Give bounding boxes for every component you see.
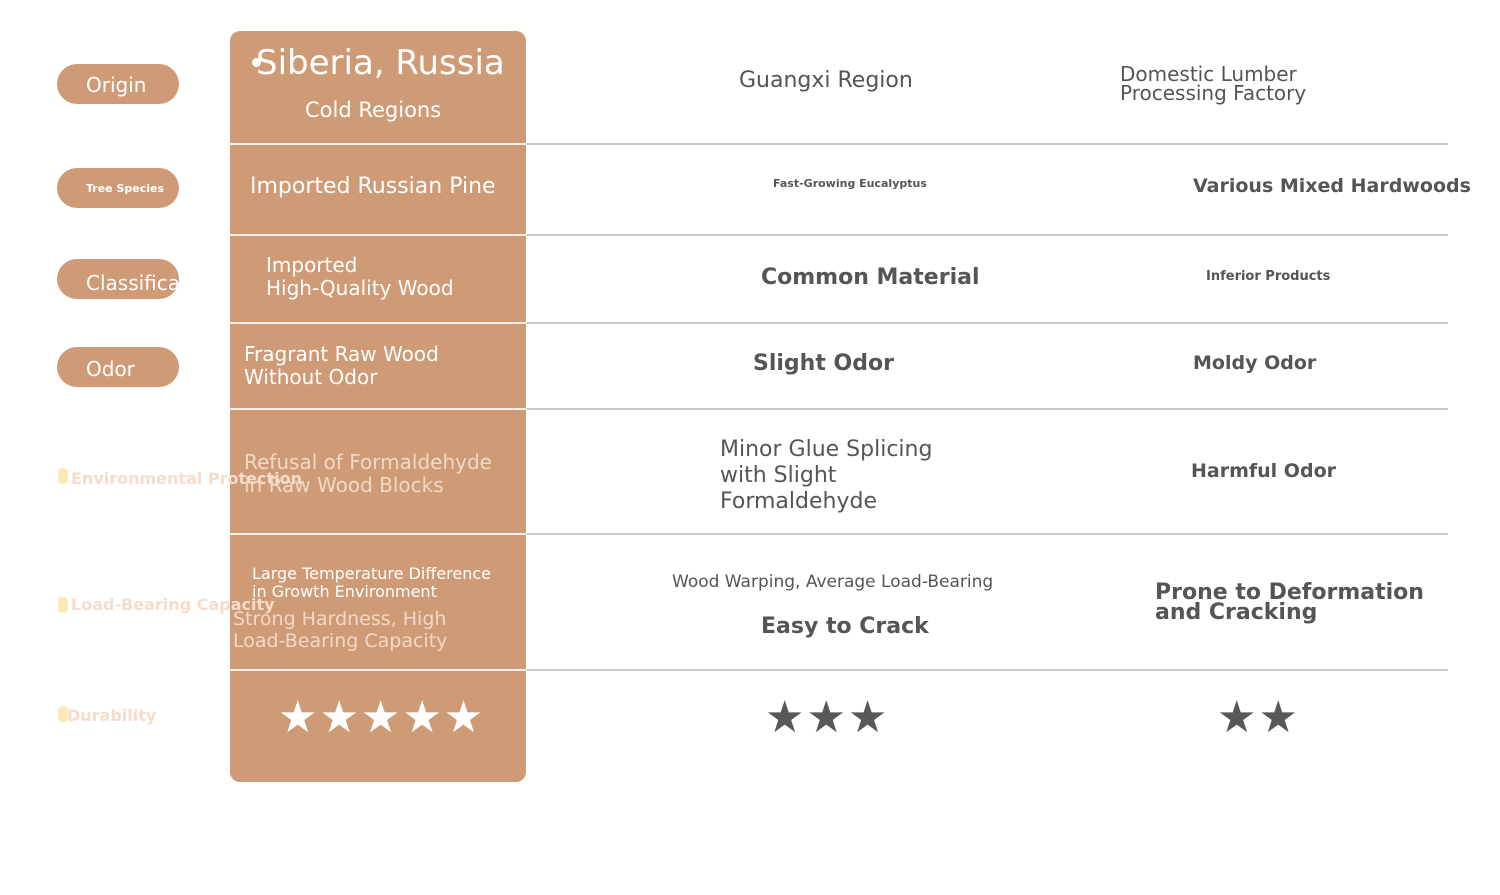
environmental-protection-marker	[58, 468, 68, 484]
right-origin-line2: Processing Factory	[1120, 81, 1307, 105]
featured-load-line2: in Growth Environment	[252, 582, 437, 601]
mid-odor: Slight Odor	[753, 351, 894, 376]
featured-divider	[230, 322, 526, 324]
featured-divider	[230, 143, 526, 145]
featured-environment-line1: Refusal of Formaldehyde	[244, 450, 492, 474]
mid-origin: Guangxi Region	[739, 68, 913, 93]
featured-durability-stars: ★★★★★	[278, 692, 486, 743]
mid-load-line2: Easy to Crack	[761, 614, 929, 639]
origin-label: Origin	[86, 73, 147, 97]
row-divider	[526, 533, 1448, 535]
featured-classification-line1: Imported	[266, 253, 358, 277]
tree-species-label: Tree Species	[86, 182, 165, 195]
featured-environment-line2: in Raw Wood Blocks	[244, 473, 444, 497]
mid-environment-line2: with Slight	[720, 463, 837, 488]
featured-classification-line2: High-Quality Wood	[266, 276, 454, 300]
right-load-line1: Prone to Deformation	[1155, 580, 1424, 605]
row-divider	[526, 669, 1448, 671]
featured-load-line1: Large Temperature Difference	[252, 564, 492, 583]
mid-durability-stars: ★★★	[765, 692, 890, 743]
row-divider	[526, 143, 1448, 145]
featured-divider	[230, 408, 526, 410]
right-classification: Inferior Products	[1206, 269, 1331, 284]
right-load-line2: and Cracking	[1155, 600, 1318, 625]
right-species: Various Mixed Hardwoods	[1193, 175, 1471, 197]
right-origin-line1: Domestic Lumber	[1120, 62, 1297, 86]
load-bearing-capacity-marker	[58, 597, 68, 613]
featured-divider	[230, 669, 526, 671]
row-divider	[526, 408, 1448, 410]
featured-origin-title: Siberia, Russia	[256, 43, 505, 83]
featured-odor-line2: Without Odor	[244, 365, 378, 389]
durability-label: Durability	[67, 706, 157, 725]
featured-origin-subtitle: Cold Regions	[305, 98, 442, 122]
right-odor: Moldy Odor	[1193, 352, 1317, 374]
row-divider	[526, 322, 1448, 324]
mid-species: Fast-Growing Eucalyptus	[773, 177, 927, 190]
load-bearing-capacity-label: Load-Bearing Capacity	[71, 595, 275, 614]
mid-load-line1: Wood Warping, Average Load-Bearing	[672, 572, 994, 592]
classification-label: Classification	[86, 271, 219, 295]
featured-odor-line1: Fragrant Raw Wood	[244, 342, 439, 366]
mid-classification: Common Material	[761, 265, 980, 290]
right-environment: Harmful Odor	[1191, 460, 1336, 482]
odor-label: Odor	[86, 357, 135, 381]
environmental-protection-label: Environmental Protection	[71, 469, 303, 488]
featured-load-line3: Strong Hardness, High	[233, 608, 447, 630]
mid-environment-line3: Formaldehyde	[720, 489, 877, 514]
row-divider	[526, 234, 1448, 236]
featured-load-line4: Load-Bearing Capacity	[233, 630, 448, 652]
right-durability-stars: ★★	[1217, 692, 1300, 743]
featured-species: Imported Russian Pine	[250, 174, 496, 199]
featured-divider	[230, 533, 526, 535]
featured-divider	[230, 234, 526, 236]
mid-environment-line1: Minor Glue Splicing	[720, 437, 933, 462]
